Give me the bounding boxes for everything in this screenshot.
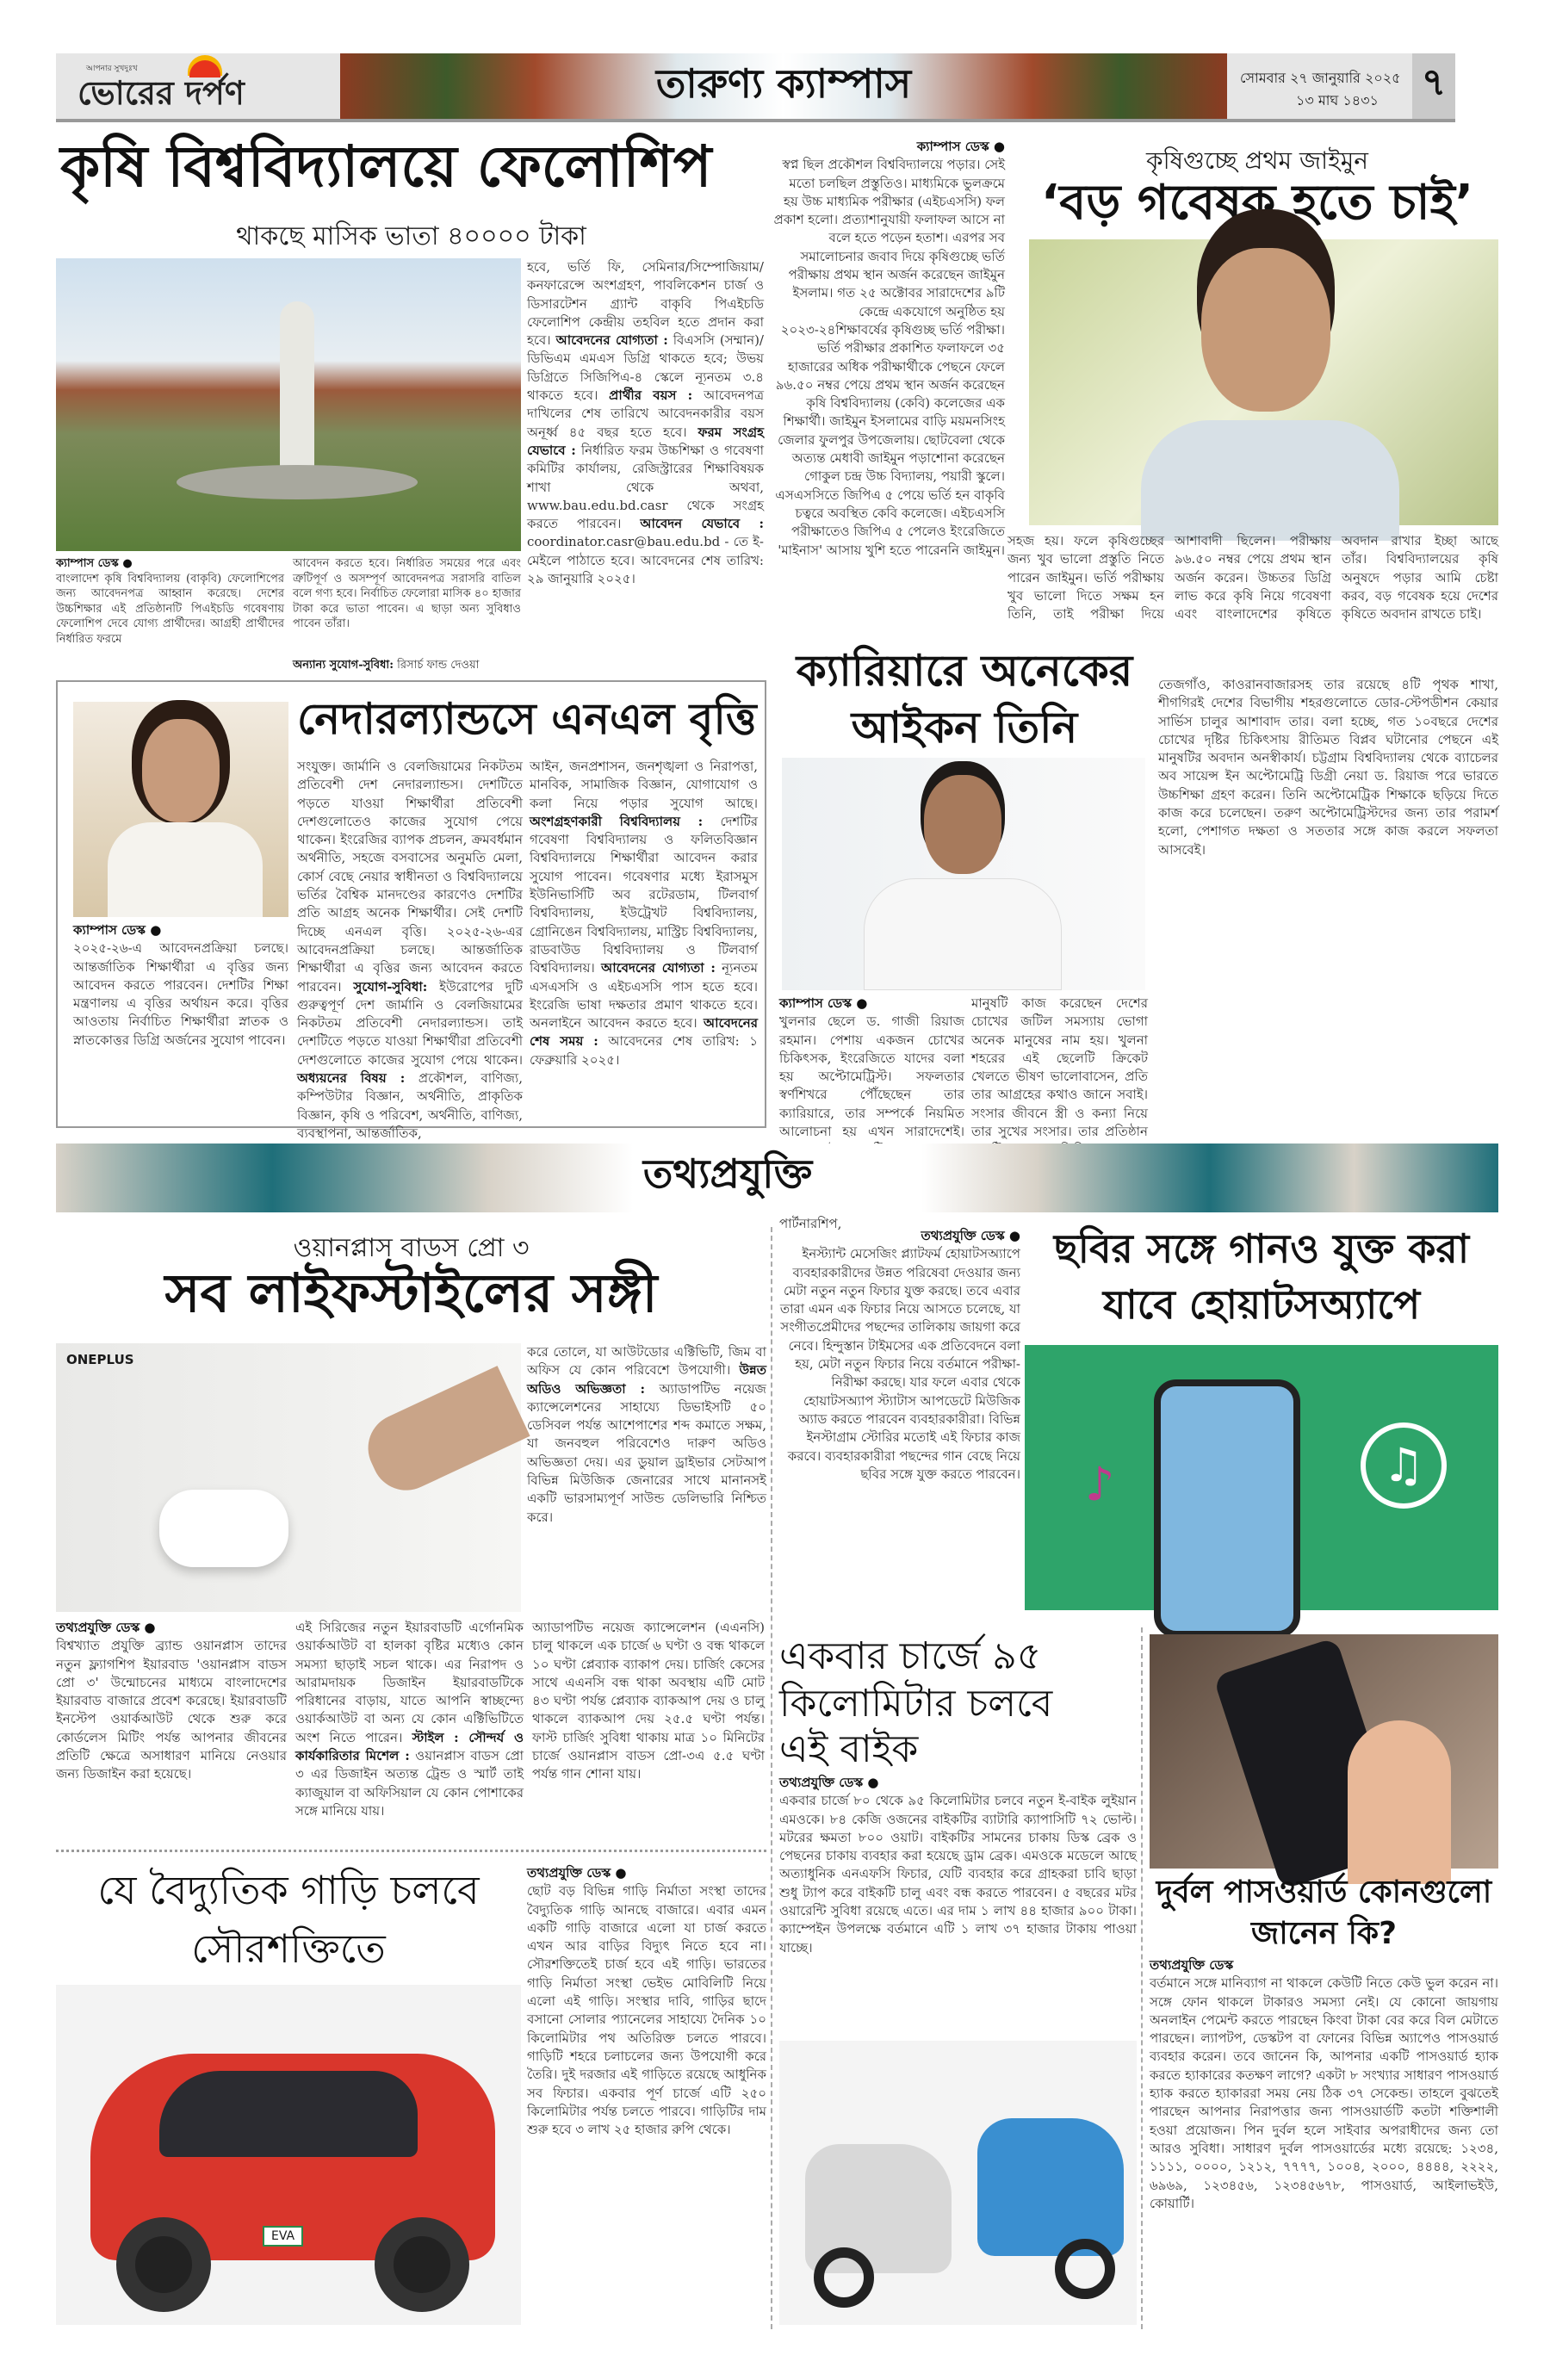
ebike-headline-line3: এই বাইক (779, 1727, 919, 1771)
body-text: স্বপ্ন ছিল প্রকৌশল বিশ্ববিদ্যালয়ে পড়ার। সেই মতো চলছিল প্রস্তুতিও। মাধ্যমিকে ভুলক্রমে হয় উচ্চ মাধ্যমিক পরীক্ষার (এইচএসসি) ফল প্রকাশ হলো। প্রত্যাশানুযায়ী ফলাফল আসে না বলে হতে পড়েন হতাশ। এরপর সব সমালোচনার জবাব দিয়ে কৃষিগুচ্ছে ভর্তি পরীক্ষায় প্রথম স্থান অর্জন করেছেন জাইমুন ইসলাম। গত ২৫ অক্টোবর সারাদেশের ৯টি কেন্দ্রে একযোগে অনুষ্ঠিত হয় ২০২৩-২৪শিক্ষাবর্ষের কৃষিগুচ্ছ ভর্তি পরীক্ষা। ভর্তি পরীক্ষার প্রকাশিত ফলাফলে ৩৫ হাজারের অধিক পরীক্ষার্থীকে পেছনে ফেলে ৯৬.৫০ নম্বর পেয়ে প্রথম স্থান অর্জন করেছেন কৃষি বিশ্ববিদ্যালয় (কেবি) কলেজের এক শিক্ষার্থী। জাইমুন ইসলামের বাড়ি ময়মনসিংহ জেলার ফুলপুর উপজেলায়। ছোটবেলা থেকে অত্যন্ত মেধাবী জাইমুন পড়াশোনা করেছেন গোকুল চন্দ্র উচ্চ বিদ্যালয়, পয়ারী স্কুলে। এসএসসিতে জিপিএ ৫ পেয়ে ভর্তি হন বাকৃবি চত্বরে অবস্থিত কেবি কলেজে। এইচএসসি পরীক্ষাতেও জিপিএ ৫ পেলেও ইংরেজিতে 'মাইনাস' আসায় খুশি হতে পারেননি জাইমুন। (773, 157, 1005, 558)
logo-text: ভোরের দর্পণ (78, 74, 245, 112)
fellowship-subhead: থাকছে মাসিক ভাতা ৪০০০০ টাকা (236, 221, 586, 251)
page-number: ৭ (1421, 60, 1447, 104)
fellowship-col1 (56, 556, 284, 672)
music-note-icon: ♪ (1085, 1457, 1115, 1511)
career-col1 (779, 995, 964, 1231)
solar-ev-car-photo (56, 1985, 521, 2325)
body-text: বিএসসি (সম্মান)/ডিভিএম এমএস ডিগ্রি থাকতে হবে; উভয় ডিগ্রিতে সিজিপিএ-৪ স্কেলে ন্যূনতম ৩.৪ থাকতে হবে। (527, 332, 764, 404)
career-headline-line1: ক্যারিয়ারে অনেকের (796, 646, 1133, 696)
oneplus-col2 (295, 1619, 524, 1838)
date-gregorian: সোমবার ২৭ জানুয়ারি ২০২৫ (1240, 70, 1401, 86)
desk-byline: ক্যাম্পাস ডেস্ক ● (56, 557, 133, 570)
subheading: আবেদনের যোগ্যতা : (555, 332, 668, 349)
banner-photo (340, 53, 1227, 119)
jaimun-col (771, 138, 1005, 670)
body-text: দেশটির গবেষণা বিশ্ববিদ্যালয় ও ফলিতবিজ্ঞান বিশ্ববিদ্যালয়ে শিক্ষার্থীরা আবেদন করার সুযোগ পাবেন। গবেষণার মধ্যে ইরাসমুস ইউনিভার্সিটি অব রটেরডাম, টিলবার্গ বিশ্ববিদ্যালয়, ইউট্রেখট বিশ্ববিদ্যালয়, গ্রোনিঙেন বিশ্ববিদ্যালয়, মাস্ট্রিচ বিশ্ববিদ্যালয়, রাডবাউড বিশ্ববিদ্যালয় ও টিলবার্গ বিশ্ববিদ্যালয়। (530, 813, 758, 976)
body-text: করে তোলে, যা আউটডোর এক্টিভিটি, জিম বা অফিস যে কোন পরিবেশে উপযোগী। (527, 1344, 766, 1379)
campus-sculpture-photo (56, 258, 521, 551)
logo-tagline: আপনার সুখদুঃখ (86, 65, 138, 73)
subheading: সুযোগ-সুবিধা: (353, 978, 428, 995)
whatsapp-music-photo (1025, 1345, 1498, 1610)
fellowship-col3 (527, 258, 764, 670)
jaimun-headline: ‘বড় গবেষক হতে চাই’ (1040, 175, 1474, 231)
body-text: রিসার্চ ফান্ড দেওয়া (397, 659, 480, 672)
body-text: অ্যাডাপটিভ নয়েজ ক্যান্সেলেশন (এএনসি) চালু থাকলে এক চার্জে ৬ ঘণ্টা ও বন্ধ থাকলে ১০ ঘণ্টা প্লেব্যাক ব্যাকাপ দেয়। চার্জিং কেসের সাথে এএনসি বন্ধ থাকা অবস্থায় এটি মোট ৪৩ ঘণ্টা পর্যন্ত প্লেব্যাক ব্যাকআপ দেয় ও চালু থাকলে ব্যাকআপ দেয় ২৫.৫ ঘণ্টা পর্যন্ত। ফাস্ট চার্জিং সুবিধা থাকায় মাত্র ১০ মিনিটের চার্জে ওয়ানপ্লাস বাডস প্রো-৩এ ৫.৫ ঘণ্টা পর্যন্ত গান শোনা যায়। (532, 1620, 765, 1782)
desk-byline: তথ্যপ্রযুক্তি ডেস্ক ● (527, 1865, 627, 1881)
fellowship-headline: কৃষি বিশ্ববিদ্যালয়ে ফেলোশিপ (60, 133, 712, 200)
career-right-col (1158, 676, 1498, 1125)
body-text: ইউরোপের দুটি গুরুত্বপূর্ণ দেশ জার্মানি ও বেলজিয়ামের নিকটতম প্রতিবেশী নেদারল্যান্ডস। তাই দেশটিতে পড়তে যাওয়া শিক্ষার্থীরা প্রতিবেশী দেশগুলোতে কাজের সুযোগ পেয়ে থাকেন। (297, 978, 523, 1068)
whatsapp-headline-line1: ছবির সঙ্গে গানও যুক্ত করা (1053, 1225, 1470, 1272)
subheading: অংশগ্রহণকারী বিশ্ববিদ্যালয় : (530, 813, 704, 829)
oneplus-col3 (532, 1619, 765, 1838)
logo (69, 59, 344, 117)
desk-byline: ক্যাম্পাস ডেস্ক ● (73, 922, 162, 938)
body-text: ইনস্ট্যান্ট মেসেজিং প্ল্যাটফর্ম হোয়াটসঅ্যাপে ব্যবহারকারীদের উন্নত পরিষেবা দেওয়ার জন্য মেটা নতুন নতুন ফিচার যুক্ত করছে। তবে এবার তারা এমন এক ফিচার নিয়ে আসতে চলেছে, যা সংগীতপ্রেমীদের পছন্দের তালিকায় জায়গা করে নেবে। হিন্দুস্তান টাইমসের এক প্রতিবেদনে বলা হয়, মেটা নতুন ফিচার নিয়ে বর্তমানে পরীক্ষা-নিরীক্ষা করছে। যার ফলে এবার থেকে হোয়াটসঅ্যাপ স্ট্যাটাস আপডেটে মিউজিক অ্যাড করতে পারবেন ব্যবহারকারীরা। বিভিন্ন ইনস্টাগ্রাম স্টোরির মতোই এই ফিচার কাজ করবে। ব্যবহারকারীরা পছন্দের গান বেছে নিয়ে ছবির সঙ্গে যুক্ত করতে পারবেন। (779, 1246, 1020, 1482)
subheading: অন্যান্য সুযোগ-সুবিধা: (293, 659, 394, 672)
scooter-photo (779, 2041, 1137, 2325)
body-text: ছোট বড় বিভিন্ন গাড়ি নির্মাতা সংস্থা তাদের বৈদ্যুতিক গাড়ি আনছে বাজারে। এবার এমন একটি গাড়ি বাজারে এলো যা চার্জ করতে এখন আর বাড়ির বিদ্যুৎ নিতে হবে না। সৌরশক্তিতেই চার্জ হবে এই গাড়ি। ভারতের গাড়ি নির্মাতা সংস্থা ভেইভ মোবিলিটি নিয়ে এলো এই গাড়ি। সংস্থার দাবি, গাড়ির ছাদে বসানো সোলার প্যানেলের সাহায্যে দৈনিক ১০ কিলোমিটার পথ অতিরিক্ত চলতে পারবে। গাড়িটি শহরে চলাচলের জন্য উপযোগী করে তৈরি। দুই দরজার এই গাড়িতে রয়েছে আধুনিক সব ফিচার। একবার পূর্ণ চার্জে এটি ২৫০ কিলোমিটার পর্যন্ত চলতে পারবে। গাড়িটির দাম শুরু হবে ৩ লাখ ২৫ হাজার রুপি থেকে। (527, 1883, 766, 2138)
section-title: তারুণ্য ক্যাম্পাস (655, 60, 912, 107)
body-text: আবেদনপত্র দাখিলের শেষ তারিখে আবেদনকারীর বয়স অনূর্ধ্ব ৪৫ বছর হতে হবে। (527, 387, 764, 440)
pin-entry-phone-photo (1150, 1634, 1498, 1869)
whatsapp-col (779, 1227, 1020, 1619)
desk-byline: ক্যাম্পাস ডেস্ক ● (916, 139, 1005, 154)
ebike-headline-line1: একবার চার্জে ৯৫ (779, 1634, 1042, 1678)
career-headline-line2: আইকন তিনি (851, 703, 1078, 753)
tech-section-banner (56, 1144, 1498, 1212)
body-text: সহজ হয়। ফলে কৃষিগুচ্ছের জন্য খুব ভালো প্রস্তুতি নিতে পারেন জাইমুন। ভর্তি পরীক্ষায় খুব ভালো দিতে সক্ষম হন তিনি, তাই পরীক্ষা দিয়ে আশাবাদী ছিলেন। পরীক্ষায় ৯৬.৫০ নম্বর পেয়ে প্রথম স্থান অর্জন করেন। উচ্চতর ডিগ্রি লাভ করে কৃষি নিয়ে গবেষণা এবং বাংলাদেশের কৃষিতে অবদান রাখার ইচ্ছা আছে তাঁর। বিশ্ববিদ্যালয়ের কৃষি অনুষদে পড়ার আমি চেষ্টা করব, বড় গবেষক হয়ে দেশের কৃষিতে অবদান রাখতে চাই। (1008, 533, 1498, 623)
oneplus-headline: সব লাইফস্টাইলের সঙ্গী (164, 1261, 658, 1324)
earbuds-photo (56, 1343, 521, 1612)
column-divider (1141, 1627, 1143, 2329)
subheading: আবেদনের যোগ্যতা : (601, 960, 716, 976)
body-text: ন্যূনতম এসএসসি ও এইচএসসি পাস হতে হবে। ইংরেজি ভাষা দক্ষতার প্রমাণ থাকতে হবে। অনলাইনে আবেদন করতে হবে। (530, 960, 758, 1032)
body-text: নির্ধারিত ফরম উচ্চশিক্ষা ও গবেষণা কমিটির কার্যালয়, রেজিস্ট্রারের শিক্ষাবিষয়ক শাখা থেকে অথবা, www.bau.edu.bd.casr থেকে সংগ্রহ করতে পারবেন। (527, 442, 764, 532)
netherlands-headline: নেদারল্যান্ডসে এনএল বৃত্তি (297, 694, 757, 744)
subheading: প্রার্থীর বয়স : (609, 387, 693, 404)
netherlands-col2 (530, 758, 758, 1121)
password-headline-line2: জানেন কি? (1251, 1916, 1397, 1951)
oneplus-col1 (56, 1619, 287, 1838)
body-text: বিশ্বখ্যাত প্রযুক্তি ব্র্যান্ড ওয়ানপ্লাস তাদের নতুন ফ্ল্যাগশিপ ইয়ারবাড 'ওয়ানপ্লাস বাডস প্রো ৩' উন্মোচনের মাধ্যমে বাংলাদেশের ইয়ারবাড বাজারে প্রবেশ করেছে। ইয়ারবাডটি ইনস্টেপ ওয়ার্কআউট থেকে শুরু করে কোর্ডলেস মিটিং পর্যন্ত আপনার জীবনের প্রতিটি ক্ষেত্রে অসাধারণ মানিয়ে নেওয়ার জন্য ডিজাইন করা হয়েছে। (56, 1638, 287, 1782)
body-text: মানুষটি কাজ করেছেন দেশের চোখের জটিল সমস্যায় ভোগা অনেক মানুষের নাম হয়। খুলনা শহরের এই ছেলেটি ক্রিকেট খেলতে ভীষণ ভালোবাসেন, প্রতি তার আগ্রহের কথাও জানে সবাই। সংসার জীবনে স্ত্রী ও কন্যা নিয়ে তার সুখের সংসার। তার প্রতিষ্ঠান (971, 995, 1148, 1140)
whatsapp-headline-line2: যাবে হোয়াটসঅ্যাপে (1102, 1281, 1421, 1328)
jaimun-portrait-photo (1029, 239, 1498, 525)
body-text: আইন, জনপ্রশাসন, জনশৃঙ্খলা ও নিরাপত্তা, মানবিক, সামাজিক বিজ্ঞান, যোগাযোগ ও কলা নিয়ে পড়ার সুযোগ আছে। (530, 759, 758, 811)
body-text: আবেদনের শেষ তারিখ: ১ ফেব্রুয়ারি ২০২৫। (530, 1033, 758, 1068)
jaimun-kicker: কৃষিগুচ্ছে প্রথম জাইমুন (1145, 146, 1368, 175)
date-bangla: ১৩ মাঘ ১৪৩১ (1296, 92, 1379, 108)
music-note-icon: ♫ (1361, 1422, 1447, 1509)
ev-body (527, 1864, 766, 2327)
subheading: ফরম সংগ্রহ যেভাবে : (527, 424, 764, 458)
fellowship-col2 (293, 556, 521, 673)
body-text: তেজগাঁও, কাওরানবাজারসহ তার রয়েছে ৪টি পৃথক শাখা, শীগগিরই দেশের বিভাগীয় শহরগুলোতে ডোর-স্টেপডীশন কেয়ার সার্ভিস চালুর আশাবাদ তার। বলা হচ্ছে, গত ১০বছরে দেশের চোখের দৃষ্টির চিকিৎসায় রীতিমত বিপ্লব ঘটানোর পেছনে এই মানুষটির অবদান অনস্বীকার্য। চট্টগ্রাম বিশ্ববিদ্যালয় থেকে ব্যাচেলর অব সায়েন্স ইন অপ্টোমেট্রি ডিগ্রী নেয়া ড. রিয়াজ পরে ভারতে উচ্চশিক্ষা গ্রহণ করেন। তিনি অপ্টোমেট্রিক শিক্ষাকে ছড়িয়ে দিতে কাজ করে চলেছেন। তরুণ অপ্টোমেট্রিস্টদের জন্য তার পরামর্শ হলো, পেশাগত দক্ষতা ও সততার সঙ্গে কাজ করলে সফলতা আসবেই। (1158, 677, 1498, 858)
column-divider (771, 1227, 772, 2329)
body-text: এই সিরিজের নতুন ইয়ারবাডটি এর্গোনমিক ওয়ার্কআউট বা হালকা বৃষ্টির মধ্যেও কোন সমস্যা ছাড়াই সচল থাকে। এর নিরাপদ ও আরামদায়ক ডিজাইন ইয়ারবাডটিকে পরিধানের বাড়ায়, যাতে আপনি স্বাচ্ছন্দ্যে ওয়ার্কআউট বা অন্য যে কোন এক্টিভিটিতে অংশ নিতে পারেন। (295, 1620, 524, 1745)
subheading: উন্নত অডিও অভিজ্ঞতা : (527, 1362, 766, 1397)
netherlands-photo-col (73, 921, 288, 1121)
body-text: সংযুক্ত। জার্মানি ও বেলজিয়ামের নিকটতম প্রতিবেশী দেশ নেদারল্যান্ডস। দেশটিতে পড়তে যাওয়া শিক্ষার্থীরা প্রতিবেশী দেশগুলোতেও কাজের সুযোগ পেয়ে থাকেন। ইংরেজির ব্যাপক প্রচলন, ক্রমবর্ধমান অর্থনীতি, সহজে বসবাসের অনুমতি মেলা, কোর্স বেছে নেয়ার স্বাধীনতা ও বিশ্ববিদ্যালয়ে ভর্তির বৈশ্বিক মানদণ্ডের কারণেও দেশটির প্রতি আগ্রহ অনেক শিক্ষার্থীর। সেই দেশটি দিচ্ছে এনএল বৃত্তি। ২০২৫-২৬-এর আবেদনপ্রক্রিয়া চলছে। আন্তর্জাতিক শিক্ষার্থীরা এ বৃত্তির জন্য আবেদন করতে পারবেন। (297, 759, 523, 995)
body-text: খুলনার ছেলে ড. গাজী রিয়াজ রহমান। পেশায় একজন চোখের চিকিৎসক, ইংরেজিতে যাদের বলা হয় অপ্টোমেট্রিস্ট। সফলতার স্বর্ণশিখরে পৌঁছেছেন তার ক্যারিয়ারে, তার সম্পর্কে নিয়মিত আলোচনা হয় এখন সারাদেশেই। পার্টনারশিপ, (779, 1013, 964, 1231)
desk-byline: তথ্যপ্রযুক্তি ডেস্ক ● (56, 1620, 156, 1635)
body-text: ওয়ানপ্লাস বাডস প্রো ৩ এর ডিজাইন অত্যন্ত ট্রেন্ড ও স্মার্ট তাই ক্যাজুয়াল বা অফিসিয়াল যে কোন পোশাকের সঙ্গে মানিয়ে যায়। (295, 1748, 524, 1819)
ev-headline-line1: যে বৈদ্যুতিক গাড়ি চলবে (97, 1867, 480, 1913)
subheading: অধ্যয়নের বিষয় : (297, 1070, 406, 1087)
body-text: হবে, ভর্তি ফি, সেমিনার/সিম্পোজিয়াম/কনফারেন্সে অংশগ্রহণ, পাবলিকেশন চার্জ ও ডিসারটেশন গ্র্যান্ট বাকৃবি পিএইচডি ফেলোশিপ কেন্দ্রীয় তহবিল হতে প্রদান করা হবে। (527, 259, 764, 349)
subheading: আবেদনের শেষ সময় : (530, 1015, 758, 1050)
body-text: আবেদন করতে হবে। নির্ধারিত সময়ের পরে এবং ত্রুটিপূর্ণ ও অসম্পূর্ণ আবেদনপত্র সরাসরি বাতিল বলে গণ্য হবে। নির্বাচিত ফেলোরা মাসিক ৪০ হাজার টাকা করে ভাতা পাবেন। এ ছাড়া অন্য সুবিধাও পাবেন তাঁরা। (293, 557, 521, 631)
subheading: আবেদন যেভাবে : (640, 516, 764, 532)
career-col2 (971, 995, 1148, 1140)
ebike-headline-line2: কিলোমিটার চলবে (779, 1682, 1053, 1726)
oneplus-logo: ONEPLUS (66, 1352, 134, 1367)
password-body (1150, 1956, 1498, 2327)
password-headline-line1: দুর্বল পাসওয়ার্ড কোনগুলো (1156, 1875, 1492, 1910)
masthead (56, 53, 1455, 122)
divider (56, 1850, 766, 1852)
student-portrait-photo (73, 702, 288, 917)
body-text: প্রকৌশল, বাণিজ্য, কম্পিউটার বিজ্ঞান, অর্থনীতি, প্রাকৃতিক বিজ্ঞান, কৃষি ও পরিবেশ, অর্থনীতি, বাণিজ্য, ব্যবস্থাপনা, আন্তর্জাতিক, (297, 1070, 523, 1141)
doctor-portrait-photo (782, 758, 1145, 990)
ev-headline-line2: সৌরশক্তিতে (191, 1925, 386, 1972)
desk-byline: তথ্যপ্রযুক্তি ডেস্ক ● (921, 1228, 1020, 1243)
desk-byline: তথ্যপ্রযুক্তি ডেস্ক (1150, 1957, 1234, 1973)
oneplus-side-col (527, 1343, 766, 1612)
ebike-body (779, 1774, 1137, 2036)
desk-byline: ক্যাম্পাস ডেস্ক ● (779, 995, 868, 1011)
body-text: বর্তমানে সঙ্গে মানিব্যাগ না থাকলে কেউটি নিতে কেউ ভুল করেন না। সঙ্গে ফোন থাকলে টাকারও সমস্যা নেই। যে কোনো জায়গায় অনলাইন পেমেন্ট করতে পারছেন কিংবা টাকা বের করে বিল মেটাতে পারছেন। ল্যাপটপ, ডেস্কটপ বা ফোনের বিভিন্ন অ্যাপেও পাসওয়ার্ড ব্যবহার করেন। তবে জানেন কি, আপনার একটি পাসওয়ার্ড হ্যাক করতে হ্যাকারের কতক্ষণ লাগে? একটা ৮ সংখ্যার সাধারণ পাসওয়ার্ড হ্যাক করতে হ্যাকাররা সময় নেয় ঠিক ৩৭ সেকেন্ড। তাহলে বুঝতেই পারছেন আপনার নিরাপত্তার জন্য পাসওয়ার্ডটি কতটা শক্তিশালী হওয়া প্রয়োজন। পিন দুর্বল হলে সাইবার অপরাধীদের জন্য তো আরও সুবিধা। সাধারণ দুর্বল পাসওয়ার্ডের মধ্যে রয়েছে: ১২৩৪, ১১১১, ০০০০, ১২১২, ৭৭৭৭, ১০০৪, ২০০০, ৪৪৪৪, ২২২২, ৬৯৬৯, ১২৩৪৫৬, ১২৩৪৫৬৭৮, পাসওয়ার্ড, আইলাভইউ, কোয়ার্টি। (1150, 1975, 1498, 2211)
body-text: একবার চার্জে ৮০ থেকে ৯৫ কিলোমিটার চলবে নতুন ই-বাইক লুইয়ান এমওকে। ৮৪ কেজি ওজনের বাইকটির ব্যাটারি ক্যাপাসিটি ৭২ ভোল্ট। মটরের ক্ষমতা ৮০০ ওয়াট। বাইকটির সামনের চাকায় ডিস্ক ব্রেক ও পেছনের চাকায় ব্যবহার করা হয়েছে ড্রাম ব্রেক। এমওকে মডেলে আছে অত্যাধুনিক এনএফসি ফিচার, যেটি ব্যবহার করে গ্রাহকরা চাবি ছাড়া শুধু ট্যাপ করে বাইকটি চালু এবং বন্ধ করতে পারবেন। ৫ বছরের মটর ওয়ারেন্টি সুবিধা রয়েছে এতে। এর দাম ১ লাখ ৪৪ হাজার ৯০০ টাকা। ক্যাম্পেইন উপলক্ষে বর্তমানে এটি ১ লাখ ৩৭ হাজার টাকায় পাওয়া যাচ্ছে। (779, 1793, 1137, 1955)
body-text: বাংলাদেশ কৃষি বিশ্ববিদ্যালয় (বাকৃবি) ফেলোশিপের জন্য আবেদনপত্র আহ্বান করেছে। দেশের উচ্চশিক্ষার এই প্রতিষ্ঠানটি পিএইচডি গবেষণায় ফেলোশিপ দেবে যোগ্য প্রার্থীদের। আগ্রহী প্রার্থীদের নির্ধারিত ফরমে (56, 572, 284, 646)
netherlands-col1 (297, 758, 523, 1141)
body-text: ২০২৫-২৬-এ আবেদনপ্রক্রিয়া চলছে। আন্তর্জাতিক শিক্ষার্থীরা এ বৃত্তির জন্য আবেদন করতে পারবেন। দেশটির শিক্ষা মন্ত্রণালয় এ বৃত্তির অর্থায়ন করে। বৃত্তির আওতায় নির্বাচিত শিক্ষার্থীরা স্নাতক ও স্নাতকোত্তর ডিগ্রি অর্জনের সুযোগ পাবেন। (73, 940, 288, 1048)
oneplus-kicker: ওয়ানপ্লাস বাডস প্রো ৩ (293, 1233, 530, 1263)
body-text: coordinator.casr@bau.edu.bd - তে ই-মেইলে পাঠাতে হবে। আবেদনের শেষ তারিখ: ২৯ জানুয়ারি ২০২৫। (527, 534, 764, 587)
page-number-tab (1412, 53, 1455, 119)
tech-section-title: তথ্যপ্রযুক্তি (642, 1150, 813, 1197)
subheading: স্টাইল : সৌন্দর্য ও কার্যকারিতার মিশেল : (295, 1729, 524, 1764)
body-text: অ্যাডাপটিভ নয়েজ ক্যান্সেলেশনের সাহায্যে ডিভাইসটি ৫০ ডেসিবল পর্যন্ত আশেপাশের শব্দ কমাতে সক্ষম, যা জনবহুল পরিবেশেও দারুণ অডিও অভিজ্ঞতা দেয়। এর ডুয়াল ড্রাইভার সেটআপ বিভিন্ন মিউজিক জেনারের সাথে মানানসই একটি ভারসাম্যপূর্ণ সাউন্ড ডেলিভারি নিশ্চিত করে। (527, 1380, 766, 1525)
desk-byline: তথ্যপ্রযুক্তি ডেস্ক ● (779, 1775, 879, 1790)
license-plate: EVA (263, 2226, 303, 2247)
